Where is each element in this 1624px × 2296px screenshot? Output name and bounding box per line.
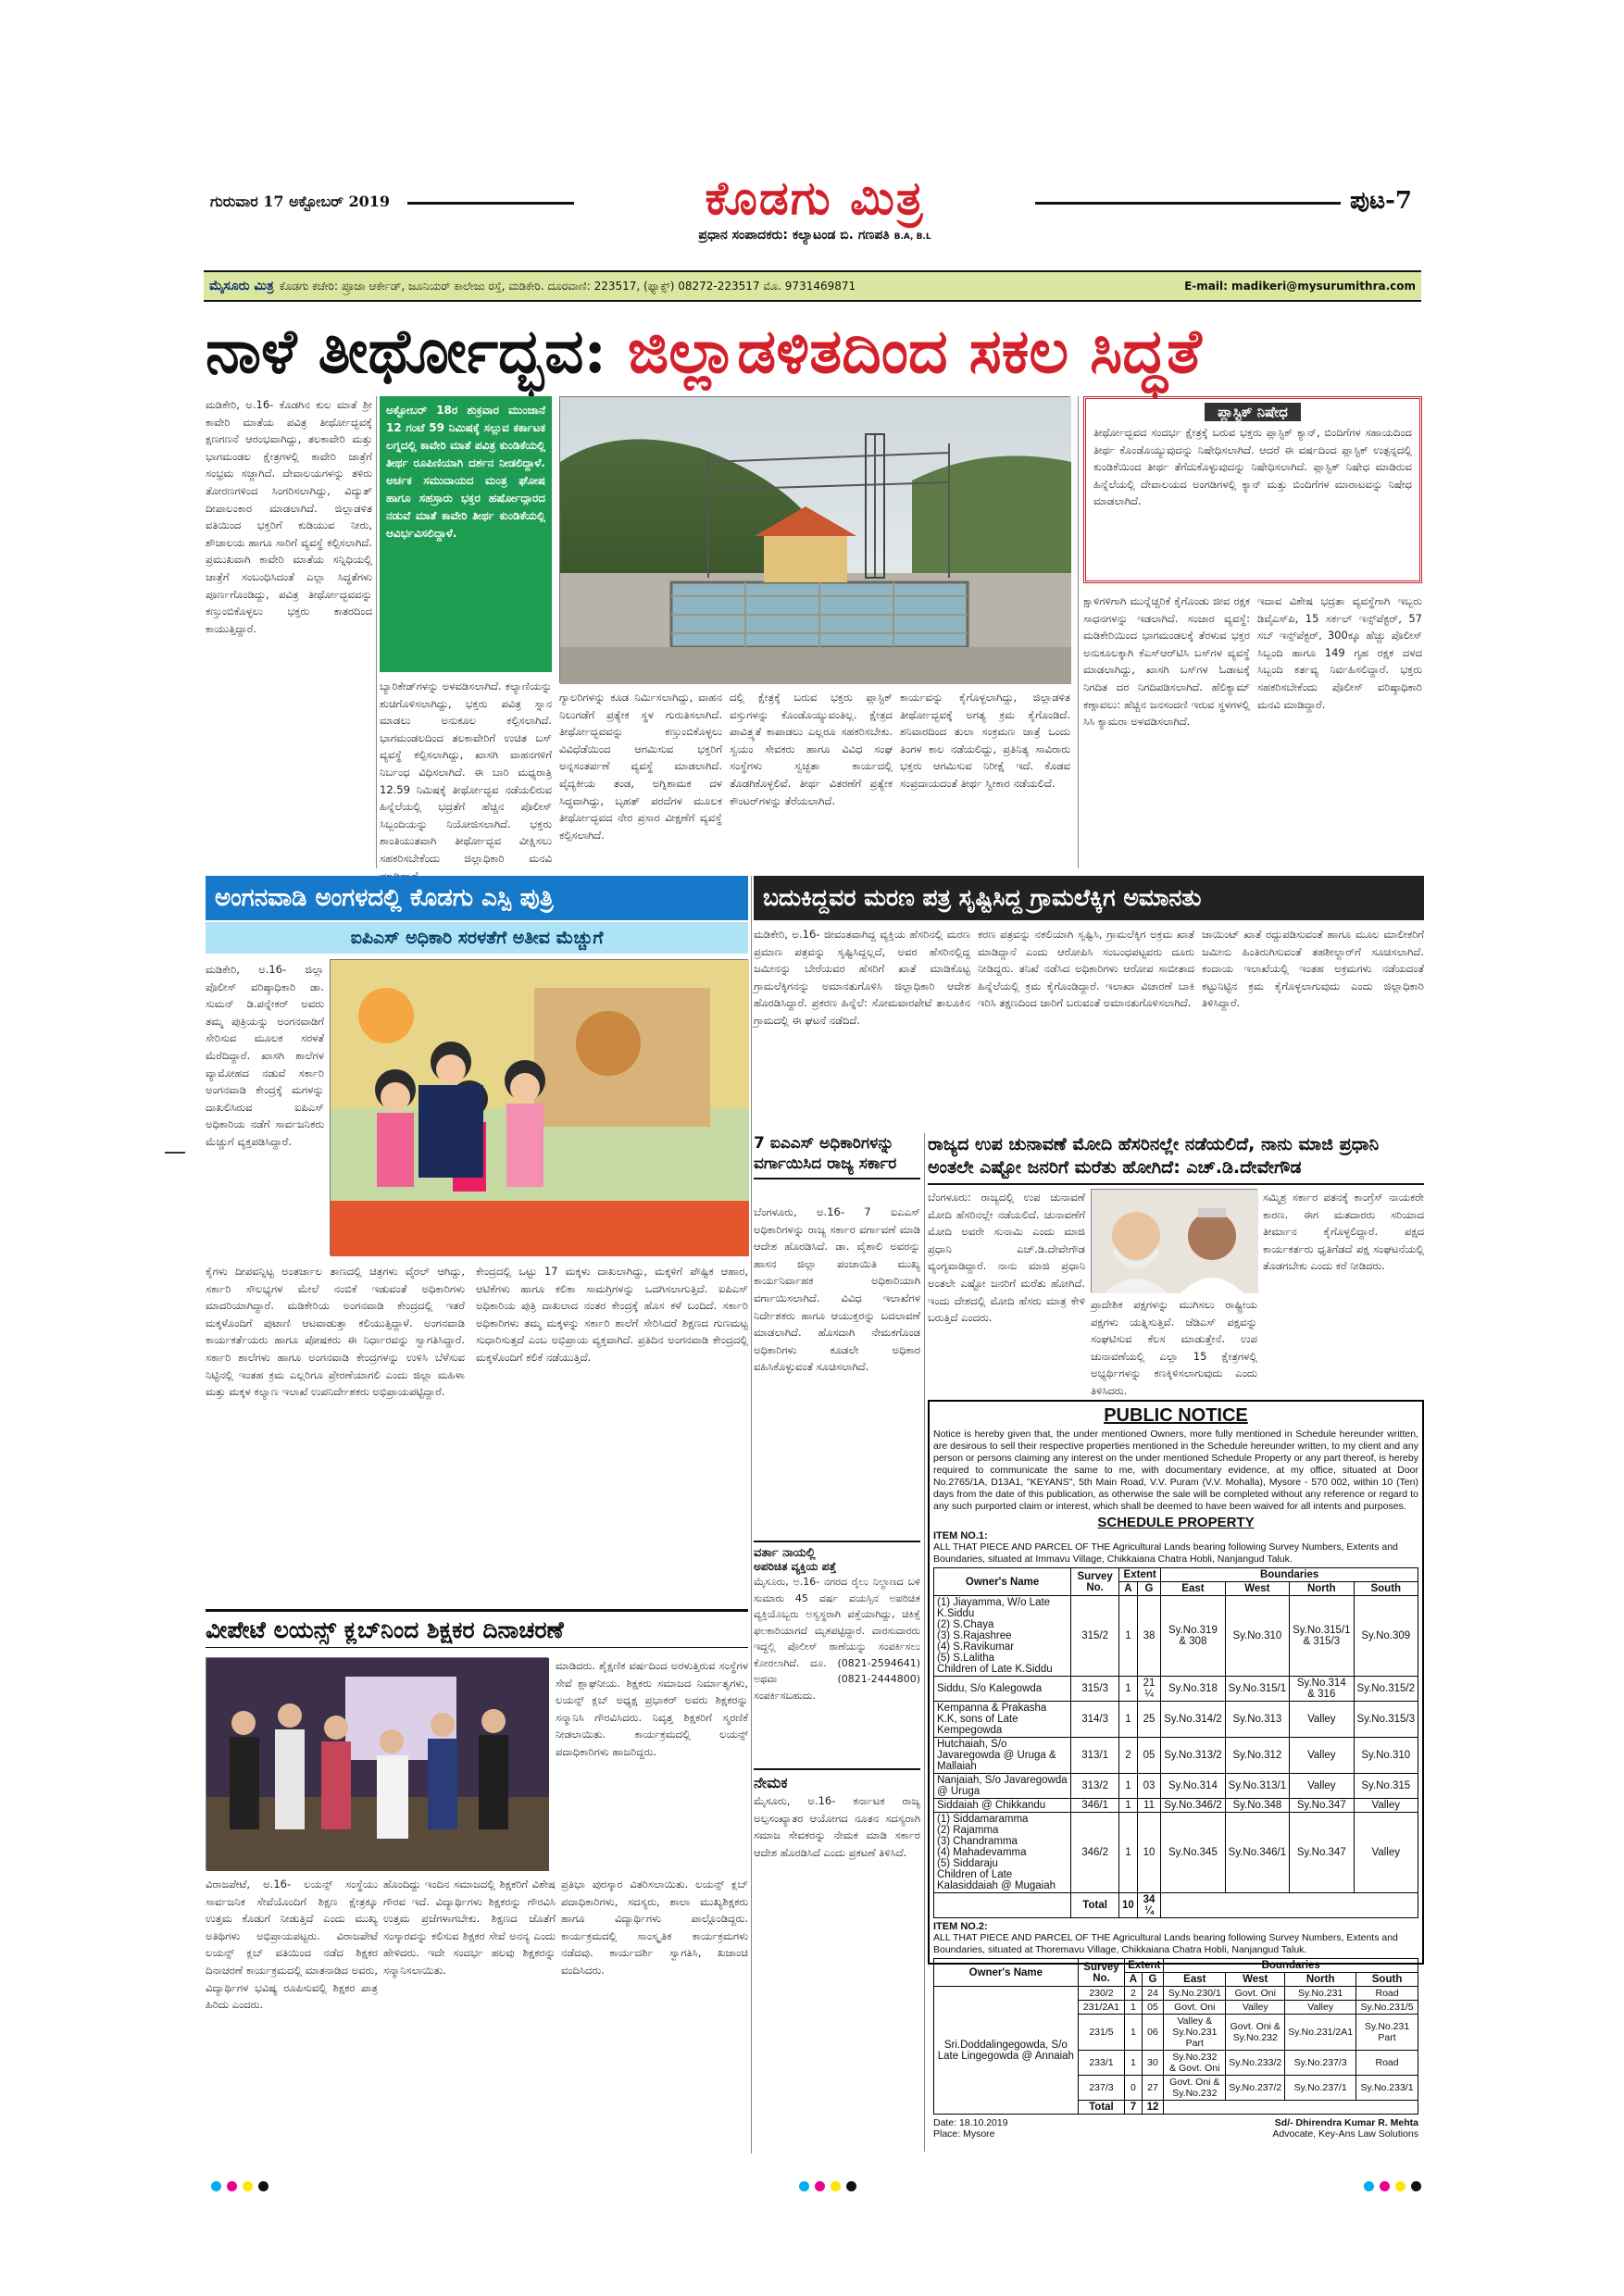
cell-g: 21 ¼ — [1137, 1677, 1160, 1702]
gowda-col-3: ಸಮ್ಮಿಶ್ರ ಸರ್ಕಾರ ಪತನಕ್ಕೆ ಕಾಂಗ್ರೆಸ್ ನಾಯಕರೇ ಕಾರಣ. ಈಗ ಮತದಾರರು ಸರಿಯಾದ ತೀರ್ಮಾನ ಕೈಗೊಳ್ಳಲಿದ್ದಾರೆ. ಪಕ್ಷದ ಕಾರ್ಯಕರ್ತರು ಧೃತಿಗೆಡದೆ ಪಕ್ಷ ಸಂಘಟನೆಯಲ್ಲಿ ತೊಡಗಬೇಕು ಎಂದು ಕರೆ ನೀಡಿದರು. — [1263, 1191, 1424, 1273]
column-rule — [751, 876, 752, 2153]
cmyk-marks-left — [208, 2177, 271, 2195]
th2-boundaries: Boundaries — [1164, 1959, 1418, 1973]
anganwadi-photo — [330, 959, 748, 1255]
cell-west: Govt. Oni — [1226, 1987, 1285, 2001]
gowda-headline: ರಾಜ್ಯದ ಉಪ ಚುನಾವಣೆ ಮೋದಿ ಹೆಸರಿನಲ್ಲೇ ನಡೆಯಲಿದೆ, ನಾನು ಮಾಜಿ ಪ್ರಧಾನಿ ಅಂತಲೇ ಎಷ್ಟೋ ಜನರಿಗೆ ಮರೆತು ಹೋಗಿದೆ: ಎಚ್.ಡಿ.ದೇವೇಗೌಡ — [928, 1133, 1424, 1185]
cell-south: Sy.No.231 Part — [1356, 2015, 1418, 2051]
lions-headline: ವೀಪೇಟೆ ಲಯನ್ಸ್ ಕ್ಲಬ್‌ನಿಂದ ಶಿಕ್ಷಕರ ದಿನಾಚರಣೆ — [206, 1609, 748, 1648]
th-survey: Survey No. — [1071, 1568, 1119, 1596]
cell-g: 03 — [1137, 1774, 1160, 1799]
cell-survey: 313/1 — [1071, 1738, 1119, 1774]
cell-west: Valley — [1226, 2001, 1285, 2015]
cell-a: 1 — [1119, 1702, 1138, 1738]
cell-north: Valley — [1290, 1702, 1354, 1738]
cell-west: Sy.No.315/1 — [1225, 1677, 1289, 1702]
gowda-col-2: ಪ್ರಾದೇಶಿಕ ಪಕ್ಷಗಳನ್ನು ಮುಗಿಸಲು ರಾಷ್ಟ್ರೀಯ ಪಕ್ಷಗಳು ಯತ್ನಿಸುತ್ತಿವೆ. ಜೆಡಿಎಸ್ ಪಕ್ಷವನ್ನು ಸಂಘಟಿಸುವ ಕೆಲಸ ಮಾಡುತ್ತೇನೆ. ಉಪ ಚುನಾವಣೆಯಲ್ಲಿ ಎಲ್ಲಾ 15 ಕ್ಷೇತ್ರಗಳಲ್ಲಿ ಅಭ್ಯರ್ಥಿಗಳನ್ನು ಕಣಕ್ಕಿಳಿಸಲಾಗುವುದು ಎಂದು ತಿಳಿಸಿದರು. — [1091, 1298, 1257, 1397]
schedule-table-2 — [933, 1958, 1418, 2115]
lions-col-2: ಹೊಂದಿದ್ದು ಇಂದಿನ ಸಮಾಜದಲ್ಲಿ ಶಿಕ್ಷಕರಿಗೆ ವಿಶೇಷ ಗೌರವ ಇದೆ. ವಿದ್ಯಾರ್ಥಿಗಳು ಶಿಕ್ಷಕರನ್ನು ಗೌರವಿಸಿ ಉತ್ತಮ ಪ್ರಜೆಗಳಾಗಬೇಕು. ಶಿಕ್ಷಣದ ಜೊತೆಗೆ ಸಂಸ್ಕಾರವನ್ನು ಕಲಿಸುವ ಶಿಕ್ಷಕರ ಸೇವೆ ಅನನ್ಯ ಎಂದು ಹೇಳಿದರು. ಇದೇ ಸಂದರ್ಭ ಹಲವು ಶಿಕ್ಷಕರನ್ನು ಸನ್ಮಾನಿಸಲಾಯಿತು. — [383, 1878, 556, 1977]
lead-col-2: ಬ್ಯಾರಿಕೇಡ್‌ಗಳನ್ನು ಅಳವಡಿಸಲಾಗಿದೆ. ಕಲ್ಯಾಣಿಯನ್ನು ಶುಚಿಗೊಳಿಸಲಾಗಿದ್ದು, ಭಕ್ತರು ಪವಿತ್ರ ಸ್ನಾನ ಮಾಡಲು ಅನುಕೂಲ ಕಲ್ಪಿಸಲಾಗಿದೆ. ಭಾಗಮಂಡಲದಿಂದ ತಲಕಾವೇರಿಗೆ ಉಚಿತ ಬಸ್ ವ್ಯವಸ್ಥೆ ಕಲ್ಪಿಸಲಾಗಿದ್ದು, ಖಾಸಗಿ ವಾಹನಗಳಿಗೆ ನಿರ್ಬಂಧ ವಿಧಿಸಲಾಗಿದೆ. ಈ ಬಾರಿ ಮಧ್ಯರಾತ್ರಿ 12.59 ನಿಮಿಷಕ್ಕೆ ತೀರ್ಥೋದ್ಭವ ನಡೆಯಲಿರುವ ಹಿನ್ನೆಲೆಯಲ್ಲಿ ಭದ್ರತೆಗೆ ಹೆಚ್ಚಿನ ಪೊಲೀಸ್ ಸಿಬ್ಬಂದಿಯನ್ನು ನಿಯೋಜಿಸಲಾಗಿದೆ. ಭಕ್ತರು ಶಾಂತಿಯುತವಾಗಿ ತೀರ್ಥೋದ್ಭವ ವೀಕ್ಷಿಸಲು ಸಹಕರಿಸಬೇಕೆಂದು ಜಿಲ್ಲಾಧಿಕಾರಿ ಮನವಿ — [380, 680, 552, 865]
notice-place: Place: Mysore — [933, 2128, 995, 2140]
cell-south: Sy.No.310 — [1354, 1738, 1418, 1774]
lead-headline-red: ಜಿಲ್ಲಾಡಳಿತದಿಂದ ಸಕಲ ಸಿದ್ಧತೆ — [627, 315, 1202, 387]
cell-west: Sy.No.312 — [1225, 1738, 1289, 1774]
cell-west: Sy.No.233/2 — [1226, 2051, 1285, 2076]
cell-a: 1 — [1119, 1799, 1138, 1813]
schedule-row — [934, 1813, 1418, 1893]
cell-g: 05 — [1142, 2001, 1164, 2015]
cell-g: 25 — [1137, 1702, 1160, 1738]
th2-g: G — [1142, 1973, 1164, 1987]
lead-headline-black: ನಾಳೆ ತೀರ್ಥೋದ್ಭವ: — [206, 315, 606, 387]
anganwadi-body-2: ಕೇಂದ್ರದಲ್ಲಿ ಒಟ್ಟು 17 ಮಕ್ಕಳು ದಾಖಲಾಗಿದ್ದು, ಮಕ್ಕಳಿಗೆ ಪೌಷ್ಟಿಕ ಆಹಾರ, ಆಟಿಕೆಗಳು ಹಾಗೂ ಕಲಿಕಾ ಸಾಮಗ್ರಿಗಳನ್ನು ಒದಗಿಸಲಾಗುತ್ತಿದೆ. ಐಪಿಎಸ್ ಅಧಿಕಾರಿಯ ಪುತ್ರಿ ದಾಖಲಾದ ನಂತರ ಕೇಂದ್ರಕ್ಕೆ ಹೊಸ ಕಳೆ ಬಂದಿದೆ. ಸರ್ಕಾರಿ ಅಧಿಕಾರಿಗಳು ತಮ್ಮ ಮಕ್ಕಳನ್ನು ಸರ್ಕಾರಿ ಶಾಲೆಗೆ ಸೇರಿಸಿದರೆ ಶಿಕ್ಷಣದ ಗುಣಮಟ್ಟ ಸುಧಾರಿಸುತ್ತದೆ ಎಂಬ ಅಭಿಪ್ರಾಯ ವ್ಯಕ್ತವಾಗಿದೆ. ಪ್ರತಿದಿನ ಅಂಗನವಾಡಿ ಕೇಂದ್ರದಲ್ಲಿ ಮಕ್ಕಳೊಂದಿಗೆ ಕಲಿಕೆ ನಡೆಯುತ್ತಿದೆ. — [476, 1265, 748, 1364]
lead-right-col-1: ಕ್ಷಾಳಿಗಳಿಗಾಗಿ ಮುನ್ನೆಚ್ಚರಿಕೆ ಕೈಗೊಂಡು ಜೀವ ರಕ್ಷಕ ಸಾಧನಗಳನ್ನು ಇಡಲಾಗಿದೆ. ಸಂಚಾರ ವ್ಯವಸ್ಥೆ: ಮಡಿಕೇರಿಯಿಂದ ಭಾಗಮಂಡಲಕ್ಕೆ ತೆರಳುವ ಭಕ್ತರ ಅನುಕೂಲಕ್ಕಾಗಿ ಕೆಎಸ್‌ಆರ್‌ಟಿಸಿ ಬಸ್‌ಗಳ ವ್ಯವಸ್ಥೆ ಮಾಡಲಾಗಿದ್ದು, ಖಾಸಗಿ ಬಸ್‌ಗಳ ಓಡಾಟಕ್ಕೆ ನಿಗದಿತ ದರ ನಿಗದಿಪಡಿಸಲಾಗಿದೆ. ಹೆಲಿಕ್ಯಾಮ್ ಕಣ್ಗಾವಲು: ಹೆಚ್ಚಿನ ಜನಸಂದಣಿ ಇರುವ ಸ್ಥಳಗಳಲ್ಲಿ ಸಿಸಿ ಕ್ಯಾಮರಾ ಅಳವಡಿಸಲಾಗಿದೆ. — [1083, 594, 1250, 729]
schedule-row — [934, 1799, 1418, 1813]
cell-survey: 231/5 — [1078, 2015, 1125, 2051]
death-cert-headline: ಬದುಕಿದ್ದವರ ಮರಣ ಪತ್ರ ಸೃಷ್ಟಿಸಿದ್ದ ಗ್ರಾಮಲೆಕ್ಕಿಗ ಅಮಾನತು — [754, 876, 1424, 920]
cell-west: Sy.No.346/1 — [1225, 1813, 1289, 1893]
cell-owner: Sri.Doddalingegowda, S/o Late Lingegowda @ Annaiah — [934, 1987, 1079, 2115]
schedule-total-row — [934, 1893, 1418, 1918]
cell-east: Sy.No.313/2 — [1161, 1738, 1225, 1774]
editor-line — [593, 228, 1037, 243]
cell-east: Sy.No.319 & 308 — [1161, 1596, 1225, 1677]
cell-east: Sy.No.314 — [1161, 1774, 1225, 1799]
cell-survey: 237/3 — [1078, 2076, 1125, 2101]
column-rule — [376, 396, 377, 868]
cell-east: Valley & Sy.No.231 Part — [1164, 2015, 1226, 2051]
cell-east: Sy.No.230/1 — [1164, 1987, 1226, 2001]
gowda-col-1: ಬೆಂಗಳೂರು: ರಾಜ್ಯದಲ್ಲಿ ಉಪ ಚುನಾವಣೆ ಮೋದಿ ಹೆಸರಿನಲ್ಲೇ ನಡೆಯಲಿದೆ. ಚುನಾವಣೆಗೆ ಮೋದಿ ಅವರೇ ಸುನಾಮಿ ಎಂದು ಮಾಜಿ ಪ್ರಧಾನಿ ಎಚ್.ಡಿ.ದೇವೇಗೌಡ ವ್ಯಂಗ್ಯವಾಡಿದ್ದಾರೆ. ನಾನು ಮಾಜಿ ಪ್ರಧಾನಿ ಅಂತಲೇ ಎಷ್ಟೋ ಜನರಿಗೆ ಮರೆತು ಹೋಗಿದೆ. ಇಂದು ದೇಶದಲ್ಲಿ ಮೋದಿ ಹೆಸರು ಮಾತ್ರ ಕೇಳಿ ಬರುತ್ತಿದೆ ಎಂದರು. — [928, 1191, 1085, 1325]
th2-owner: Owner's Name — [934, 1959, 1079, 1987]
cell-east: Govt. Oni & Sy.No.232 — [1164, 2076, 1226, 2101]
th-south: South — [1354, 1582, 1418, 1596]
cell-a: 0 — [1125, 2076, 1142, 2101]
masthead-logo: ಕೊಡಗು ಮಿತ್ರ — [705, 170, 925, 225]
public-notice — [928, 1400, 1424, 2140]
cell-a: 1 — [1125, 2001, 1142, 2015]
cell-survey: 315/3 — [1071, 1677, 1119, 1702]
th-owner: Owner's Name — [934, 1568, 1071, 1596]
cell-east: Sy.No.318 — [1161, 1677, 1225, 1702]
public-notice-body: Notice is hereby given that, the under mentioned Owners, more fully mentioned in Schedule hereunder written, are desirous to sell their respective properties mentioned in the Schedule hereunder written, to my client and any person or persons claiming any interest on the under mentioned Schedule Property or any part thereof, is hereby required to communicate the same to me, with documentary evidence, at my office, situated at Door No.2765/1A, D13A1, "KEYANS", 5th Main Road, V.V. Puram (V.V. Mohalla), Mysore - 570 002, within 10 (Ten) days from the date of this publication, as otherwise the sale will be completed without any reference or regard to any such purported claim or interest, which shall be deemed to have been waived for all intents and purposes. — [933, 1429, 1418, 1512]
cell-south: Sy.No.315 — [1354, 1774, 1418, 1799]
th-a: A — [1119, 1582, 1138, 1596]
notice-date: Date: 18.10.2019 — [933, 2117, 1008, 2128]
cell-owner: (1) Siddamaramma (2) Rajamma (3) Chandramma (4) Mahadevamma (5) Siddaraju Children of Late Kalasiddaiah @ Mugaiah — [934, 1813, 1071, 1893]
cell-survey: 346/1 — [1071, 1799, 1119, 1813]
total2-label: Total — [1078, 2101, 1125, 2115]
contact-strip — [204, 270, 1421, 302]
cell-owner: (1) Jiayamma, W/o Late K.Siddu (2) S.Chaya (3) S.Rajashree (4) S.Ravikumar (5) S.Lalitha Children of Late K.Siddu — [934, 1596, 1071, 1677]
notice-sign-2: Advocate, Key-Ans Law Solutions — [1272, 2128, 1418, 2140]
cell-survey: 315/2 — [1071, 1596, 1119, 1677]
cell-south: Road — [1356, 2051, 1418, 2076]
page-number: ಪುಟ-7 — [1350, 187, 1413, 215]
plastic-ban-box — [1083, 396, 1422, 583]
th2-extent: Extent — [1125, 1959, 1164, 1973]
cell-a: 1 — [1119, 1813, 1138, 1893]
column-rule — [924, 1133, 925, 2152]
lions-col-3: ಪ್ರತಿಭಾ ಪುರಸ್ಕಾರ ವಿತರಿಸಲಾಯಿತು. ಲಯನ್ಸ್ ಕ್ಲಬ್ ಪದಾಧಿಕಾರಿಗಳು, ಸದಸ್ಯರು, ಶಾಲಾ ಮುಖ್ಯಶಿಕ್ಷಕರು ಹಾಗೂ ವಿದ್ಯಾರ್ಥಿಗಳು ಪಾಲ್ಗೊಂಡಿದ್ದರು. ಕಾರ್ಯಕ್ರಮದಲ್ಲಿ ಸಾಂಸ್ಕೃತಿಕ ಕಾರ್ಯಕ್ರಮಗಳು ನಡೆದವು. ಕಾರ್ಯದರ್ಶಿ ಸ್ವಾಗತಿಸಿ, ಖಜಾಂಚಿ ವಂದಿಸಿದರು. — [561, 1878, 748, 1977]
strip-email: E-mail: madikeri@mysurumithra.com — [1184, 280, 1416, 293]
cell-east: Govt. Oni — [1164, 2001, 1226, 2015]
th2-south: South — [1356, 1973, 1418, 1987]
lions-col-1: ವಿರಾಜಪೇಟೆ, ಅ.16- ಲಯನ್ಸ್ ಸಂಸ್ಥೆಯು ಸಾರ್ವಜನಿಕ ಸೇವೆಯೊಂದಿಗೆ ಶಿಕ್ಷಣ ಕ್ಷೇತ್ರಕ್ಕೂ ಉತ್ತಮ ಕೊಡುಗೆ ನೀಡುತ್ತಿದೆ ಎಂದು ಮುಖ್ಯ ಅತಿಥಿಗಳು ಅಭಿಪ್ರಾಯಪಟ್ಟರು. ವಿರಾಜಪೇಟೆ ಲಯನ್ಸ್ ಕ್ಲಬ್ ವತಿಯಿಂದ ನಡೆದ ಶಿಕ್ಷಕರ ದಿನಾಚರಣೆ ಕಾರ್ಯಕ್ರಮದಲ್ಲಿ ಮಾತನಾಡಿದ ಅವರು, ವಿದ್ಯಾರ್ಥಿಗಳ ಭವಿಷ್ಯ ರೂಪಿಸುವಲ್ಲಿ ಶಿಕ್ಷಕರ ಪಾತ್ರ ಹಿರಿದು ಎಂದರು. — [206, 1878, 378, 2012]
cell-west: Sy.No.237/2 — [1226, 2076, 1285, 2101]
cell-west: Sy.No.348 — [1225, 1799, 1289, 1813]
lead-col-3: ಗ್ಯಾಲರಿಗಳನ್ನು ಕೂಡ ನಿರ್ಮಿಸಲಾಗಿದ್ದು, ವಾಹನ ನಿಲುಗಡೆಗೆ ಪ್ರತ್ಯೇಕ ಸ್ಥಳ ಗುರುತಿಸಲಾಗಿದೆ. ತೀರ್ಥೋದ್ಭವವನ್ನು ಕಣ್ತುಂಬಿಕೊಳ್ಳಲು ವಿವಿಧೆಡೆಯಿಂದ ಆಗಮಿಸುವ ಭಕ್ತರಿಗೆ ಅನ್ನಸಂತರ್ಪಣೆ ವ್ಯವಸ್ಥೆ ಮಾಡಲಾಗಿದೆ. ವೈದ್ಯಕೀಯ ತಂಡ, ಅಗ್ನಿಶಾಮಕ ದಳ ಸಿದ್ಧವಾಗಿದ್ದು, ಬೃಹತ್ ಪರದೆಗಳ ಮೂಲಕ ತೀರ್ಥೋದ್ಭವದ ನೇರ ಪ್ರಸಾರ ವೀಕ್ಷಣೆಗೆ ವ್ಯವಸ್ಥೆ ಕಲ್ಪಿಸಲಾಗಿದೆ. — [559, 691, 722, 842]
cell-north: Sy.No.237/1 — [1285, 2076, 1356, 2101]
cell-east: Sy.No.232 & Govt. Oni — [1164, 2051, 1226, 2076]
cell-south: Sy.No.309 — [1354, 1596, 1418, 1677]
th2-a: A — [1125, 1973, 1142, 1987]
total-g: 34 ¼ — [1137, 1893, 1160, 1918]
strip-address: ಕೊಡಗು ಕಚೇರಿ: ಪ್ರೂಜಾ ಆರ್ಕೇಡ್, ಜೂನಿಯರ್ ಕಾಲೇಜು ರಸ್ತೆ, ಮಡಿಕೇರಿ. ದೂರವಾಣಿ: 223517, (ಫ್ಯಾಕ್ಸ್) 08272-223517 ಮೊ. 9731469871 — [279, 279, 856, 293]
cmyk-marks-right — [1361, 2177, 1424, 2195]
strip-brand: ಮೈಸೂರು ಮಿತ್ರ — [209, 279, 274, 293]
cell-survey: 346/2 — [1071, 1813, 1119, 1893]
th-west: West — [1225, 1582, 1289, 1596]
th-extent: Extent — [1119, 1568, 1161, 1582]
notice-sign-1: Sd/- Dhirendra Kumar R. Mehta — [1274, 2117, 1418, 2128]
cmyk-marks-center — [796, 2177, 859, 2195]
cell-a: 2 — [1125, 1987, 1142, 2001]
editor-degree: B.A, B.L — [893, 232, 931, 242]
registration-mark — [165, 1152, 185, 1154]
lions-photo — [206, 1657, 548, 1870]
missing-notice-title: ವರ್ತಾ ನಾಯಲ್ಲಿ — [754, 1546, 816, 1560]
appointment-item — [754, 1768, 920, 1894]
total-a: 10 — [1119, 1893, 1138, 1918]
schedule2-row — [934, 1987, 1418, 2001]
cell-south: Road — [1356, 1987, 1418, 2001]
lions-side-text: ಮಾಡಿದರು. ಶೈಕ್ಷಣಿಕ ವರ್ಷದಿಂದ ಅರಳುತ್ತಿರುವ ಸಂಸ್ಥೆಗಳ ಸೇವೆ ಶ್ಲಾಘನೀಯ. ಶಿಕ್ಷಕರು ಸಮಾಜದ ನಿರ್ಮಾತೃಗಳು, ಲಯನ್ಸ್ ಕ್ಲಬ್ ಅಧ್ಯಕ್ಷ ಪ್ರಭಾಕರ್ ಅವರು ಶಿಕ್ಷಕರನ್ನು ಸನ್ಮಾನಿಸಿ ಗೌರವಿಸಿದರು. ನಿವೃತ್ತ ಶಿಕ್ಷಕರಿಗೆ ಸ್ಮರಣಿಕೆ ನೀಡಲಾಯಿತು. ಕಾರ್ಯಕ್ರಮದಲ್ಲಿ ಲಯನ್ಸ್ ಪದಾಧಿಕಾರಿಗಳು ಹಾಜರಿದ್ದರು. — [556, 1659, 748, 1758]
th-boundaries: Boundaries — [1161, 1568, 1418, 1582]
th-north: North — [1290, 1582, 1354, 1596]
masthead-rule-left — [407, 202, 574, 205]
schedule-row — [934, 1596, 1418, 1677]
cell-north: Sy.No.347 — [1290, 1813, 1354, 1893]
info-box: ಅಕ್ಟೋಬರ್ 18ರ ಶುಕ್ರವಾರ ಮುಂಜಾನೆ 12 ಗಂಟೆ 59 ನಿಮಿಷಕ್ಕೆ ಸಲ್ಲುವ ಕರ್ಕಾಟಕ ಲಗ್ನದಲ್ಲಿ ಕಾವೇರಿ ಮಾತೆ ಪವಿತ್ರ ಕುಂಡಿಕೆಯಲ್ಲಿ ತೀರ್ಥ ರೂಪಿಣಿಯಾಗಿ ದರ್ಶನ ನೀಡಲಿದ್ದಾಳೆ. ಅರ್ಚಕ ಸಮುದಾಯದ ಮಂತ್ರ ಘೋಷ ಹಾಗೂ ಸಹಸ್ರಾರು ಭಕ್ತರ ಹರ್ಷೋದ್ಗಾರದ ನಡುವೆ ಮಾತೆ ಕಾವೇರಿ ತೀರ್ಥ ಕುಂಡಿಕೆಯಲ್ಲಿ ಆವಿರ್ಭವಿಸಲಿದ್ದಾಳೆ. — [380, 396, 552, 672]
anganwadi-side-text: ಮಡಿಕೇರಿ, ಅ.16- ಜಿಲ್ಲಾ ಪೊಲೀಸ್ ವರಿಷ್ಠಾಧಿಕಾರಿ ಡಾ. ಸುಮನ್ ಡಿ.ಪನ್ನೇಕರ್ ಅವರು ತಮ್ಮ ಪುತ್ರಿಯನ್ನು ಅಂಗನವಾಡಿಗೆ ಸೇರಿಸುವ ಮೂಲಕ ಸರಳತೆ ಮೆರೆದಿದ್ದಾರೆ. ಖಾಸಗಿ ಶಾಲೆಗಳ ವ್ಯಾಮೋಹದ ನಡುವೆ ಸರ್ಕಾರಿ ಅಂಗನವಾಡಿ ಕೇಂದ್ರಕ್ಕೆ ಮಗಳನ್ನು ದಾಖಲಿಸಿರುವ ಐಪಿಎಸ್ ಅಧಿಕಾರಿಯ ನಡೆಗೆ ಸಾರ್ವಜನಿಕರು ಮೆಚ್ಚುಗೆ ವ್ಯಕ್ತಪಡಿಸಿದ್ದಾರೆ. — [206, 963, 324, 1148]
ias-body: ಬೆಂಗಳೂರು, ಅ.16- 7 ಐಎಎಸ್ ಅಧಿಕಾರಿಗಳನ್ನು ರಾಜ್ಯ ಸರ್ಕಾರ ವರ್ಗಾವಣೆ ಮಾಡಿ ಆದೇಶ ಹೊರಡಿಸಿದೆ. ಡಾ. ವೈಶಾಲಿ ಅವರನ್ನು ಹಾಸನ ಜಿಲ್ಲಾ ಪಂಚಾಯಿತಿ ಮುಖ್ಯ ಕಾರ್ಯನಿರ್ವಾಹಕ ಅಧಿಕಾರಿಯಾಗಿ ವರ್ಗಾಯಿಸಲಾಗಿದೆ. ವಿವಿಧ ಇಲಾಖೆಗಳ ನಿರ್ದೇಶಕರು ಹಾಗೂ ಆಯುಕ್ತರನ್ನು ಬದಲಾವಣೆ ಮಾಡಲಾಗಿದೆ. ಹೊಸದಾಗಿ ನೇಮಕಗೊಂಡ ಅಧಿಕಾರಿಗಳು ಕೂಡಲೇ ಅಧಿಕಾರ ವಹಿಸಿಕೊಳ್ಳುವಂತೆ ಸೂಚಿಸಲಾಗಿದೆ. — [754, 1205, 920, 1374]
cell-north: Sy.No.314 & 316 — [1290, 1677, 1354, 1702]
plastic-ban-title: ಪ್ಲಾಸ್ಟಿಕ್ ನಿಷೇಧ — [1205, 403, 1301, 421]
cell-west: Sy.No.313 — [1225, 1702, 1289, 1738]
death-cert-col-2: ಕರಣ ಪತ್ರವನ್ನು ನಕಲಿಯಾಗಿ ಸೃಷ್ಟಿಸಿ, ಗ್ರಾಮಲೆಕ್ಕಿಗ ಅಕ್ರಮ ಖಾತೆ ಮಾಡಿದ್ದಾನೆ ಎಂದು ಆರೋಪಿಸಿ ಸಂಬಂಧಪಟ್ಟವರು ದೂರು ನೀಡಿದ್ದರು. ತನಿಖೆ ನಡೆಸಿದ ಅಧಿಕಾರಿಗಳು ಆರೋಪ ಸಾಬೀತಾದ ಹಿನ್ನೆಲೆಯಲ್ಲಿ ಕ್ರಮ ಕೈಗೊಂಡಿದ್ದಾರೆ. ಇಲಾಖಾ ವಿಚಾರಣೆ ಬಾಕಿ ಇರಿಸಿ ತಕ್ಷಣದಿಂದ ಜಾರಿಗೆ ಬರುವಂತೆ ಅಮಾನತುಗೊಳಿಸಲಾಗಿದೆ. — [978, 928, 1194, 1010]
cell-west: Sy.No.313/1 — [1225, 1774, 1289, 1799]
cell-survey: 313/2 — [1071, 1774, 1119, 1799]
issue-date: ಗುರುವಾರ 17 ಅಕ್ಟೋಬರ್ 2019 — [210, 193, 391, 210]
death-cert-col-3: ಜಾಯಿಂಟ್ ಖಾತೆ ರದ್ದುಪಡಿಸುವಂತೆ ಹಾಗೂ ಮೂಲ ಮಾಲೀಕರಿಗೆ ಜಮೀನು ಹಿಂತಿರುಗಿಸುವಂತೆ ತಹಶೀಲ್ದಾರ್‌ಗೆ ಸೂಚಿಸಲಾಗಿದೆ. ಕಂದಾಯ ಇಲಾಖೆಯಲ್ಲಿ ಇಂತಹ ಅಕ್ರಮಗಳು ನಡೆಯದಂತೆ ಕಟ್ಟುನಿಟ್ಟಿನ ಕ್ರಮ ಕೈಗೊಳ್ಳಲಾಗುವುದು ಎಂದು ಜಿಲ್ಲಾಧಿಕಾರಿ ತಿಳಿಸಿದ್ದಾರೆ. — [1202, 928, 1424, 1010]
th2-north: North — [1285, 1973, 1356, 1987]
missing-notice-body: ಮೈಸೂರು, ಅ.16- ನಗರದ ರೈಲು ನಿಲ್ದಾಣದ ಬಳಿ ಸುಮಾರು 45 ವರ್ಷ ವಯಸ್ಸಿನ ಅಪರಿಚಿತ ವ್ಯಕ್ತಿಯೊಬ್ಬರು ಅಸ್ವಸ್ಥರಾಗಿ ಪತ್ತೆಯಾಗಿದ್ದು, ಚಿಕಿತ್ಸೆ ಫಲಕಾರಿಯಾಗದೆ ಮೃತಪಟ್ಟಿದ್ದಾರೆ. ವಾರಸುದಾರರು ಇದ್ದಲ್ಲಿ ಪೊಲೀಸ್ ಠಾಣೆಯನ್ನು ಸಂಪರ್ಕಿಸಲು ಕೋರಲಾಗಿದೆ. ದೂ. (0821-2594641) ಅಥವಾ (0821-2444800) ಸಂಪರ್ಕಿಸಬಹುದು. — [754, 1576, 920, 1702]
cell-owner: Hutchaiah, S/o Javaregowda @ Uruga & Mallaiah — [934, 1738, 1071, 1774]
cell-east: Sy.No.346/2 — [1161, 1799, 1225, 1813]
th-g: G — [1137, 1582, 1160, 1596]
total2-g: 12 — [1142, 2101, 1164, 2115]
anganwadi-headline: ಅಂಗನವಾಡಿ ಅಂಗಳದಲ್ಲಿ ಕೊಡಗು ಎಸ್ಪಿ ಪುತ್ರಿ — [206, 876, 748, 920]
total-label: Total — [1071, 1893, 1119, 1918]
cell-north: Valley — [1285, 2001, 1356, 2015]
th2-survey: Survey No. — [1078, 1959, 1125, 1987]
cell-south: Valley — [1354, 1813, 1418, 1893]
notice-footer — [933, 2117, 1418, 2140]
cell-g: 27 — [1142, 2076, 1164, 2101]
item2-no: ITEM NO.2: — [933, 1921, 988, 1932]
cell-south: Sy.No.315/3 — [1354, 1702, 1418, 1738]
cell-east: Sy.No.345 — [1161, 1813, 1225, 1893]
anganwadi-subhead: ಐಪಿಎಸ್ ಅಧಿಕಾರಿ ಸರಳತೆಗೆ ಅತೀವ ಮೆಚ್ಚುಗೆ — [206, 922, 748, 954]
modi-gowda-photo — [1091, 1189, 1257, 1292]
th2-west: West — [1226, 1973, 1285, 1987]
death-cert-col-1: ಮಡಿಕೇರಿ, ಅ.16- ಜೀವಂತವಾಗಿದ್ದ ವ್ಯಕ್ತಿಯ ಹೆಸರಿನಲ್ಲಿ ಮರಣ ಪ್ರಮಾಣ ಪತ್ರವನ್ನು ಸೃಷ್ಟಿಸಿದ್ದಲ್ಲದೆ, ಅವರ ಹೆಸರಿನಲ್ಲಿದ್ದ ಜಮೀನನ್ನು ಬೇರೆಯವರ ಹೆಸರಿಗೆ ಖಾತೆ ಮಾಡಿಕೊಟ್ಟ ಗ್ರಾಮಲೆಕ್ಕಿಗನನ್ನು ಅಮಾನತುಗೊಳಿಸಿ ಜಿಲ್ಲಾಧಿಕಾರಿ ಆದೇಶ ಹೊರಡಿಸಿದ್ದಾರೆ. ಪ್ರಕರಣ ಹಿನ್ನೆಲೆ: ಸೋಮವಾರಪೇಟೆ ತಾಲೂಕಿನ ಗ್ರಾಮದಲ್ಲಿ ಈ ಘಟನೆ ನಡೆದಿದೆ. — [754, 928, 970, 1027]
item2-text: ALL THAT PIECE AND PARCEL OF THE Agricultural Lands bearing following Survey Numbers, Extents and Boundaries, situated at Thoremavu Village, Chikkaiana Chatra Hobli, Nanjangud Taluk. — [933, 1932, 1398, 1955]
cell-g: 11 — [1137, 1799, 1160, 1813]
cell-g: 38 — [1137, 1596, 1160, 1677]
cell-west: Govt. Oni & Sy.No.232 — [1226, 2015, 1285, 2051]
cell-g: 24 — [1142, 1987, 1164, 2001]
cell-g: 05 — [1137, 1738, 1160, 1774]
cell-north: Sy.No.315/1 & 315/3 — [1290, 1596, 1354, 1677]
cell-survey: 230/2 — [1078, 1987, 1125, 2001]
schedule-table-1 — [933, 1567, 1418, 1918]
lead-right-col-2: ಇದಾವ ವಿಶೇಷ ಭದ್ರತಾ ವ್ಯವಸ್ಥೆಗಾಗಿ ಇಬ್ಬರು ಡಿವೈಎಸ್‌ಪಿ, 15 ಸರ್ಕಲ್ ಇನ್ಸ್‌ಪೆಕ್ಟರ್, 57 ಸಬ್ ಇನ್ಸ್‌ಪೆಕ್ಟರ್, 300ಕ್ಕೂ ಹೆಚ್ಚು ಪೊಲೀಸ್ ಸಿಬ್ಬಂದಿ ಹಾಗೂ 149 ಗೃಹ ರಕ್ಷಕ ದಳದ ಸಿಬ್ಬಂದಿ ಕರ್ತವ್ಯ ನಿರ್ವಹಿಸಲಿದ್ದಾರೆ. ಭಕ್ತರು ಸಹಕರಿಸಬೇಕೆಂದು ಪೊಲೀಸ್ ವರಿಷ್ಠಾಧಿಕಾರಿ ಮನವಿ ಮಾಡಿದ್ದಾರೆ. — [1257, 594, 1422, 711]
cell-g: 30 — [1142, 2051, 1164, 2076]
item1-no: ITEM NO.1: — [933, 1530, 988, 1541]
cell-north: Valley — [1290, 1774, 1354, 1799]
anganwadi-body-1: ಕೈಗಳು ದೀಪವನ್ನಿಟ್ಟ ಅಂತರ್ಜಾಲ ತಾಣದಲ್ಲಿ ಚಿತ್ರಗಳು ವೈರಲ್ ಆಗಿದ್ದು, ಸರ್ಕಾರಿ ಸೌಲಭ್ಯಗಳ ಮೇಲೆ ನಂಬಿಕೆ ಇಡುವಂತೆ ಅಧಿಕಾರಿಗಳು ಮಾದರಿಯಾಗಿದ್ದಾರೆ. ಮಡಿಕೇರಿಯ ಅಂಗನವಾಡಿ ಕೇಂದ್ರದಲ್ಲಿ ಇತರೆ ಮಕ್ಕಳೊಂದಿಗೆ ಪುಟಾಣಿ ಆಟವಾಡುತ್ತಾ ಕಲಿಯುತ್ತಿದ್ದಾಳೆ. ಅಂಗನವಾಡಿ ಕಾರ್ಯಕರ್ತೆಯರು ಹಾಗೂ ಪೋಷಕರು ಈ ನಿರ್ಧಾರವನ್ನು ಸ್ವಾಗತಿಸಿದ್ದಾರೆ. ಸರ್ಕಾರಿ ಶಾಲೆಗಳು ಹಾಗೂ ಅಂಗನವಾಡಿ ಕೇಂದ್ರಗಳನ್ನು ಉಳಿಸಿ ಬೆಳೆಸುವ ನಿಟ್ಟಿನಲ್ಲಿ ಇಂತಹ ಕ್ರಮ ಎಲ್ಲರಿಗೂ ಪ್ರೇರಣೆಯಾಗಲಿ ಎಂದು ಜಿಲ್ಲಾ ಮಹಿಳಾ ಮತ್ತು ಮಕ್ಕಳ ಕಲ್ಯಾಣ ಇಲಾಖೆ ಉಪನಿರ್ದೇಶಕರು ಅಭಿಪ್ರಾಯಪಟ್ಟಿದ್ದಾರೆ. — [206, 1265, 465, 1399]
cell-north: Sy.No.237/3 — [1285, 2051, 1356, 2076]
cell-g: 06 — [1142, 2015, 1164, 2051]
lead-headline — [206, 313, 1423, 389]
cell-a: 1 — [1125, 2015, 1142, 2051]
lead-col-1: ಮಡಿಕೇರಿ, ಅ.16- ಕೊಡಗಿನ ಕುಲ ಮಾತೆ ಶ್ರೀ ಕಾವೇರಿ ಮಾತೆಯ ಪವಿತ್ರ ತೀರ್ಥೋದ್ಭವಕ್ಕೆ ಕ್ಷಣಗಣನೆ ಆರಂಭವಾಗಿದ್ದು, ತಲಕಾವೇರಿ ಮತ್ತು ಭಾಗಮಂಡಲ ಕ್ಷೇತ್ರಗಳಲ್ಲಿ ಕಾವೇರಿ ಜಾತ್ರೆಗೆ ಸಂಭ್ರಮ ಸಜ್ಜಾಗಿದೆ. ದೇವಾಲಯಗಳನ್ನು ತಳಿರು ತೋರಣಗಳಿಂದ ಸಿಂಗರಿಸಲಾಗಿದ್ದು, ವಿದ್ಯುತ್ ದೀಪಾಲಂಕಾರ ಮಾಡಲಾಗಿದೆ. ಜಿಲ್ಲಾಡಳಿತ ವತಿಯಿಂದ ಭಕ್ತರಿಗೆ ಕುಡಿಯುವ ನೀರು, ಶೌಚಾಲಯ ಹಾಗೂ ಸಾರಿಗೆ ವ್ಯವಸ್ಥೆ ಕಲ್ಪಿಸಲಾಗಿದೆ. ಪ್ರಮುಖವಾಗಿ ಕಾವೇರಿ ಮಾತೆಯ ಸನ್ನಿಧಿಯಲ್ಲಿ ಜಾತ್ರೆಗೆ ಸಂಬಂಧಿಸಿದಂತೆ ಎಲ್ಲಾ ಸಿದ್ಧತೆಗಳು ಪೂರ್ಣಗೊಂಡಿದ್ದು, ಪವಿತ್ರ ತೀರ್ಥೋದ್ಭವವನ್ನು ಕಣ್ತುಂಬಿಕೊಳ್ಳಲು ಭಕ್ತರು ಕಾತರದಿಂದ ಕಾಯುತ್ತಿದ್ದಾರೆ. — [206, 398, 372, 635]
item1-text: ALL THAT PIECE AND PARCEL OF THE Agricultural Lands bearing following Survey Numbers, Extents and Boundaries, situated at Immavu Village, Chikkaiana Chatra Hobli, Nanjangud Taluk. — [933, 1541, 1398, 1565]
th2-east: East — [1164, 1973, 1226, 1987]
cell-owner: Nanjaiah, S/o Javaregowda @ Uruga — [934, 1774, 1071, 1799]
cell-north: Sy.No.231/2A1 — [1285, 2015, 1356, 2051]
cell-west: Sy.No.310 — [1225, 1596, 1289, 1677]
schedule-row — [934, 1702, 1418, 1738]
th-east: East — [1161, 1582, 1225, 1596]
cell-g: 10 — [1137, 1813, 1160, 1893]
masthead-rule-right — [1035, 202, 1341, 205]
cell-a: 1 — [1119, 1774, 1138, 1799]
cell-survey: 231/2A1 — [1078, 2001, 1125, 2015]
missing-notice — [754, 1541, 920, 1770]
cell-a: 1 — [1125, 2051, 1142, 2076]
cell-a: 1 — [1119, 1596, 1138, 1677]
cell-survey: 233/1 — [1078, 2051, 1125, 2076]
missing-notice-sub: ಅಪರಿಚಿತ ವ್ಯಕ್ತಿಯ ಪತ್ತೆ — [754, 1560, 837, 1573]
cell-north: Sy.No.231 — [1285, 1987, 1356, 2001]
ias-headline: 7 ಐಎಎಸ್ ಅಧಿಕಾರಿಗಳನ್ನು ವರ್ಗಾಯಿಸಿದ ರಾಜ್ಯ ಸರ್ಕಾರ — [754, 1133, 920, 1179]
editor-name: ಪ್ರಧಾನ ಸಂಪಾದಕರು: ಕಲ್ಯಾಟಂಡ ಬಿ. ಗಣಪತಿ — [698, 228, 890, 243]
schedule-row — [934, 1774, 1418, 1799]
cell-south: Sy.No.233/1 — [1356, 2076, 1418, 2101]
cell-south: Valley — [1354, 1799, 1418, 1813]
public-notice-title: PUBLIC NOTICE — [1104, 1405, 1248, 1426]
total2-a: 7 — [1125, 2101, 1142, 2115]
cell-a: 1 — [1119, 1677, 1138, 1702]
schedule-title: SCHEDULE PROPERTY — [1097, 1515, 1255, 1530]
appointment-title: ನೇಮಕ — [754, 1774, 788, 1791]
lead-col-5: ಕಾರ್ಯವನ್ನು ಕೈಗೊಳ್ಳಲಾಗಿದ್ದು, ಜಿಲ್ಲಾಡಳಿತ ತೀರ್ಥೋದ್ಭವಕ್ಕೆ ಅಗತ್ಯ ಕ್ರಮ ಕೈಗೊಂಡಿದೆ. ಶನಿವಾರದಿಂದ ತುಲಾ ಸಂಕ್ರಮಣ ಜಾತ್ರೆ ಒಂದು ತಿಂಗಳ ಕಾಲ ನಡೆಯಲಿದ್ದು, ಪ್ರತಿನಿತ್ಯ ಸಾವಿರಾರು ಭಕ್ತರು ಆಗಮಿಸುವ ನಿರೀಕ್ಷೆ ಇದೆ. ಕೊಡವ ಸಂಪ್ರದಾಯದಂತೆ ತೀರ್ಥ ಸ್ವೀಕಾರ ನಡೆಯಲಿದೆ. — [900, 691, 1070, 790]
cell-north: Valley — [1290, 1738, 1354, 1774]
cell-owner: Siddaiah @ Chikkandu — [934, 1799, 1071, 1813]
appointment-body: ಮೈಸೂರು, ಅ.16- ಕರ್ನಾಟಕ ರಾಜ್ಯ ಅಲ್ಪಸಂಖ್ಯಾತರ ಆಯೋಗದ ನೂತನ ಸದಸ್ಯರಾಗಿ ಸಮಾಜ ಸೇವಕರನ್ನು ನೇಮಕ ಮಾಡಿ ಸರ್ಕಾರ ಆದೇಶ ಹೊರಡಿಸಿದೆ ಎಂದು ಪ್ರಕಟಣೆ ತಿಳಿಸಿದೆ. — [754, 1794, 920, 1859]
schedule-row — [934, 1677, 1418, 1702]
temple-photo — [559, 396, 1070, 683]
cell-east: Sy.No.314/2 — [1161, 1702, 1225, 1738]
cell-north: Sy.No.347 — [1290, 1799, 1354, 1813]
schedule-row — [934, 1738, 1418, 1774]
column-rule — [1078, 396, 1079, 868]
cell-a: 2 — [1119, 1738, 1138, 1774]
cell-survey: 314/3 — [1071, 1702, 1119, 1738]
plastic-ban-text: ತೀರ್ಥೋದ್ಭವದ ಸಂದರ್ಭ ಕ್ಷೇತ್ರಕ್ಕೆ ಬರುವ ಭಕ್ತರು ಪ್ಲಾಸ್ಟಿಕ್ ಕ್ಯಾನ್, ಬಿಂದಿಗೆಗಳ ಸಹಾಯದಿಂದ ತೀರ್ಥ ಕೊಂಡೊಯ್ಯುವುದನ್ನು ನಿಷೇಧಿಸಲಾಗಿದೆ. ಆದರೆ ಈ ವರ್ಷದಿಂದ ಪ್ಲಾಸ್ಟಿಕ್ ಉತ್ಪನ್ನದಲ್ಲಿ ಕುಂಡಿಕೆಯಿಂದ ತೀರ್ಥ ತೆಗೆದುಕೊಳ್ಳುವುದನ್ನು ನಿಷೇಧಿಸಲಾಗಿದೆ. ಪ್ಲಾಸ್ಟಿಕ್ ನಿಷೇಧ ಮಾಡಿರುವ ಹಿನ್ನೆಲೆಯಲ್ಲಿ ದೇವಾಲಯದ ಅಂಗಡಿಗಳಲ್ಲಿ ಕ್ಯಾನ್ ಮತ್ತು ಬಿಂದಿಗೆಗಳ ಮಾರಾಟವನ್ನು ನಿಷೇಧ ಮಾಡಲಾಗಿದೆ. — [1093, 426, 1412, 508]
cell-owner: Kempanna & Prakasha K.K, sons of Late Kempegowda — [934, 1702, 1071, 1738]
cell-owner: Siddu, S/o Kalegowda — [934, 1677, 1071, 1702]
lead-col-4: ದಲ್ಲಿ ಕ್ಷೇತ್ರಕ್ಕೆ ಬರುವ ಭಕ್ತರು ಪ್ಲಾಸ್ಟಿಕ್ ವಸ್ತುಗಳನ್ನು ಕೊಂಡೊಯ್ಯುವಂತಿಲ್ಲ. ಕ್ಷೇತ್ರದ ಪಾವಿತ್ರ್ಯತೆ ಕಾಪಾಡಲು ಎಲ್ಲರೂ ಸಹಕರಿಸಬೇಕು. ಸ್ವಯಂ ಸೇವಕರು ಹಾಗೂ ವಿವಿಧ ಸಂಘ ಸಂಸ್ಥೆಗಳು ಸ್ವಚ್ಛತಾ ಕಾರ್ಯದಲ್ಲಿ ತೊಡಗಿಕೊಳ್ಳಲಿವೆ. ತೀರ್ಥ ವಿತರಣೆಗೆ ಪ್ರತ್ಯೇಕ ಕೌಂಟರ್‌ಗಳನ್ನು ತೆರೆಯಲಾಗಿದೆ. — [730, 691, 893, 807]
cell-south: Sy.No.315/2 — [1354, 1677, 1418, 1702]
cell-south: Sy.No.231/5 — [1356, 2001, 1418, 2015]
